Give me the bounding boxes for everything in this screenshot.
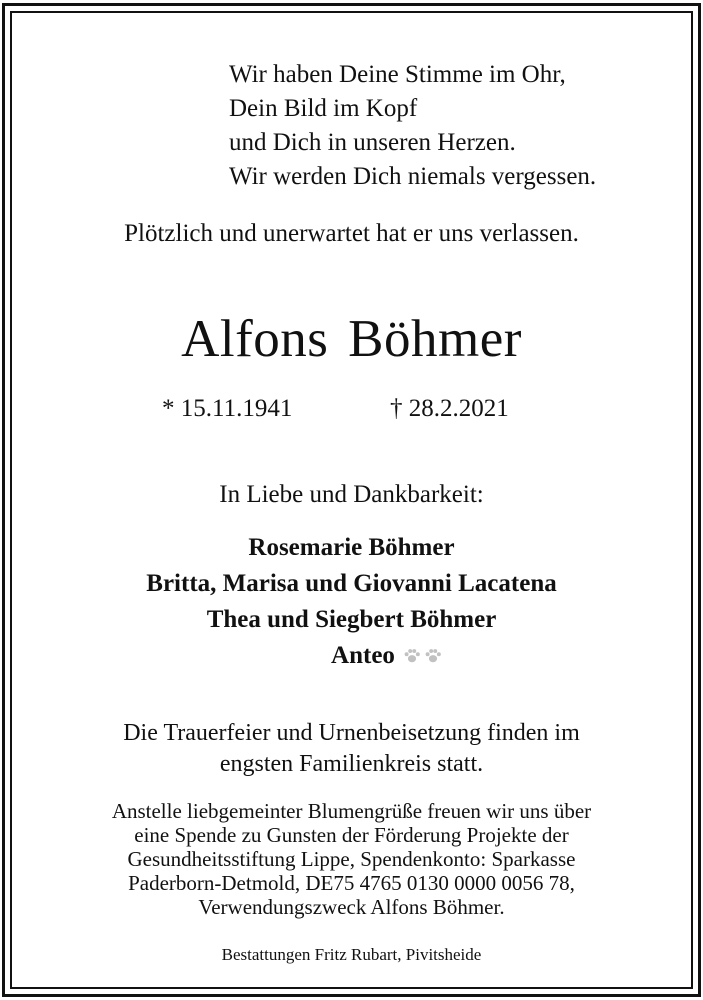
mourner-name: Britta, Marisa und Giovanni Lacatena <box>146 570 557 597</box>
donation-line: Verwendungszweck Alfons Böhmer. <box>198 895 505 919</box>
mourner-name: Rosemarie Böhmer <box>248 534 455 561</box>
ceremony-line: Die Trauerfeier und Urnenbeisetzung finden im <box>123 720 580 746</box>
poem <box>229 58 596 194</box>
intro-text: Plötzlich und unerwartet hat er uns verlassen. <box>124 220 579 247</box>
undertaker: Bestattungen Fritz Rubart, Pivitsheide <box>221 945 482 964</box>
paw-print-icon <box>403 647 421 665</box>
donation-line: Gesundheitsstiftung Lippe, Spendenkonto: Sparkasse <box>127 847 576 871</box>
poem-line: Wir haben Deine Stimme im Ohr, <box>229 61 566 88</box>
mourners-heading: In Liebe und Dankbarkeit: <box>219 481 484 508</box>
ceremony-notice <box>0 718 703 780</box>
pet-row <box>0 638 703 674</box>
mourner-name: Thea und Siegbert Böhmer <box>206 606 497 633</box>
poem-line: Wir werden Dich niemals vergessen. <box>229 163 597 190</box>
poem-line: und Dich in unseren Herzen. <box>229 129 516 156</box>
paw-print-icon <box>424 647 442 665</box>
donation-line: eine Spende zu Gunsten der Förderung Projekte der <box>134 823 569 847</box>
donation-line: Anstelle liebgemeinter Blumengrüße freuen wir uns über <box>111 799 592 823</box>
birth-date: * 15.11.1941 <box>162 395 293 422</box>
death-date: † 28.2.2021 <box>390 395 509 422</box>
deceased-name: Alfons Böhmer <box>181 310 522 368</box>
poem-line: Dein Bild im Kopf <box>229 95 418 122</box>
ceremony-line: engsten Familienkreis statt. <box>219 751 484 777</box>
pet-name: Anteo <box>331 642 395 669</box>
donation-notice <box>0 799 703 919</box>
mourners-list <box>0 530 703 674</box>
donation-line: Paderborn-Detmold, DE75 4765 0130 0000 0056 78, <box>128 871 575 895</box>
